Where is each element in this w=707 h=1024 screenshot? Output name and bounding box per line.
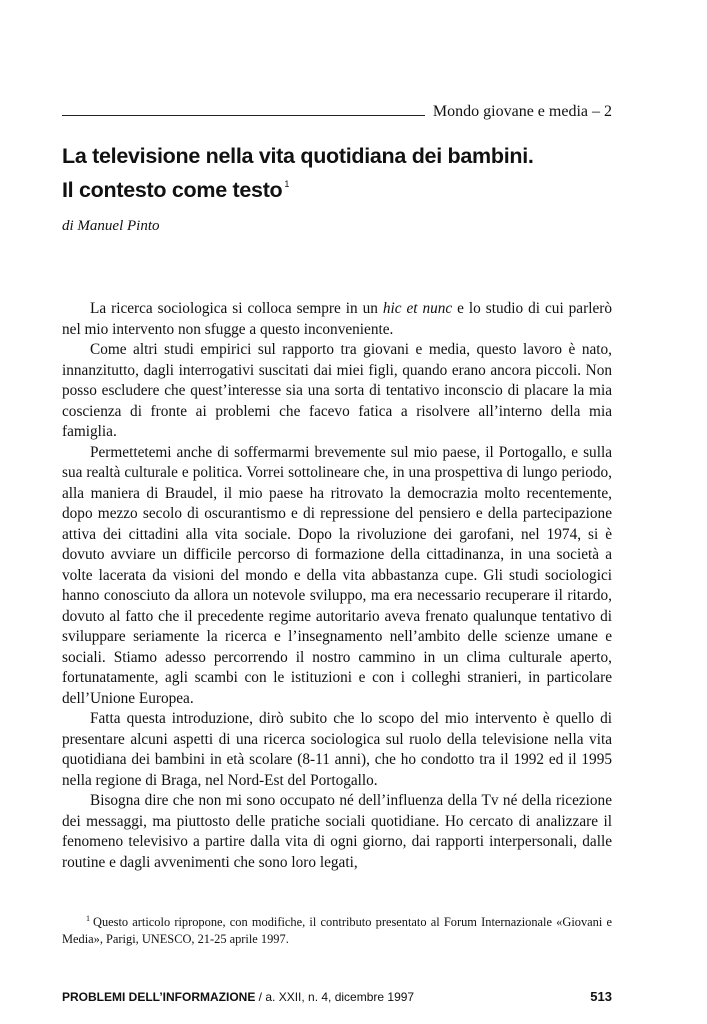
- paragraph-3: Permettetemi anche di soffermarmi brevemente sul mio paese, il Portogallo, e sulla sua realtà culturale e politica. Vorrei sottolineare che, in una prospettiva di lungo periodo, alla maniera di Braudel, il mio paese ha ritrovato la democrazia molto recentemente, dopo mezzo secolo di oscurantismo e di repressione del pensiero e della partecipazione attiva dei cittadini alla vita sociale. Dopo la rivoluzione dei garofani, nel 1974, si è dovuto avviare un difficile percorso di formazione della cittadinanza, in una società a volte lacerata da visioni del mondo e della vita abbastanza cupe. Gli studi sociologici hanno conosciuto da allora un notevole sviluppo, ma era necessario recuperare il ritardo, dovuto al fatto che il precedente regime autoritario aveva frenato qualunque tentativo di sviluppare seriamente la ricerca e l’insegnamento nell’ambito delle scienze umane e sociali. Stiamo adesso percorrendo il nostro cammino in un clima culturale aperto, fortunatamente, agli scambi con le istituzioni e con i colleghi stranieri, in particolare dell’Unione Europea.: [62, 443, 612, 707]
- header-rule: [62, 115, 425, 116]
- journal-name: PROBLEMI DELL’INFORMAZIONE: [62, 990, 256, 1004]
- paragraph-4: Fatta questa introduzione, dirò subito che lo scopo del mio intervento è quello di presentare alcuni aspetti di una ricerca sociologica sul ruolo della televisione nella vita quotidiana dei bambini in età scolare (8-11 anni), che ho condotto tra il 1992 ed il 1995 nella regione di Braga, nel Nord-Est del Portogallo.: [62, 710, 612, 789]
- article-title: [62, 142, 642, 204]
- page-footer: [62, 989, 612, 1004]
- running-title: Mondo giovane e media – 2: [432, 103, 612, 120]
- latin-phrase: hic et nunc: [382, 300, 453, 317]
- footnote-text: Questo articolo ripropone, con modifiche, il contributo presentato al Forum Internazionale «Giovani e Media», Parigi, UNESCO, 21-25 aprile 1997.: [62, 915, 612, 946]
- running-header: [62, 103, 612, 121]
- title-footnote-ref[interactable]: 1: [284, 179, 290, 189]
- page-number: 513: [590, 989, 612, 1004]
- paragraph-1: La ricerca sociologica si colloca sempre in un hic et nunc e lo studio di cui parlerò nel mio intervento non sfugge a questo inconveniente.: [62, 300, 612, 338]
- article-author: di Manuel Pinto: [62, 218, 160, 234]
- issue-info: / a. XXII, n. 4, dicembre 1997: [255, 990, 415, 1004]
- footnote: [62, 910, 612, 948]
- title-line-1: La televisione nella vita quotidiana dei bambini.: [62, 144, 534, 168]
- paragraph-2: Come altri studi empirici sul rapporto tra giovani e media, questo lavoro è nato, innanzitutto, dagli interrogativi suscitati dai miei figli, quando erano ancora piccoli. Non posso escludere che quest’interesse sia una sorta di tentativo inconscio di placare la mia coscienza di fronte ai problemi che facevo fatica a risolvere all’interno della mia famiglia.: [62, 341, 612, 440]
- title-line-2: Il contesto come testo: [62, 178, 283, 202]
- journal-citation: [62, 990, 414, 1004]
- paragraph-5: Bisogna dire che non mi sono occupato né dell’influenza della Tv né della ricezione dei messaggi, ma piuttosto delle pratiche sociali quotidiane. Ho cercato di analizzare il fenomeno televisivo a partire dalla vita di ogni giorno, dai rapporti interpersonali, dalle routine e dagli avvenimenti che sono loro legati,: [62, 792, 612, 871]
- footnote-number: 1: [86, 914, 90, 923]
- article-body: [62, 299, 612, 873]
